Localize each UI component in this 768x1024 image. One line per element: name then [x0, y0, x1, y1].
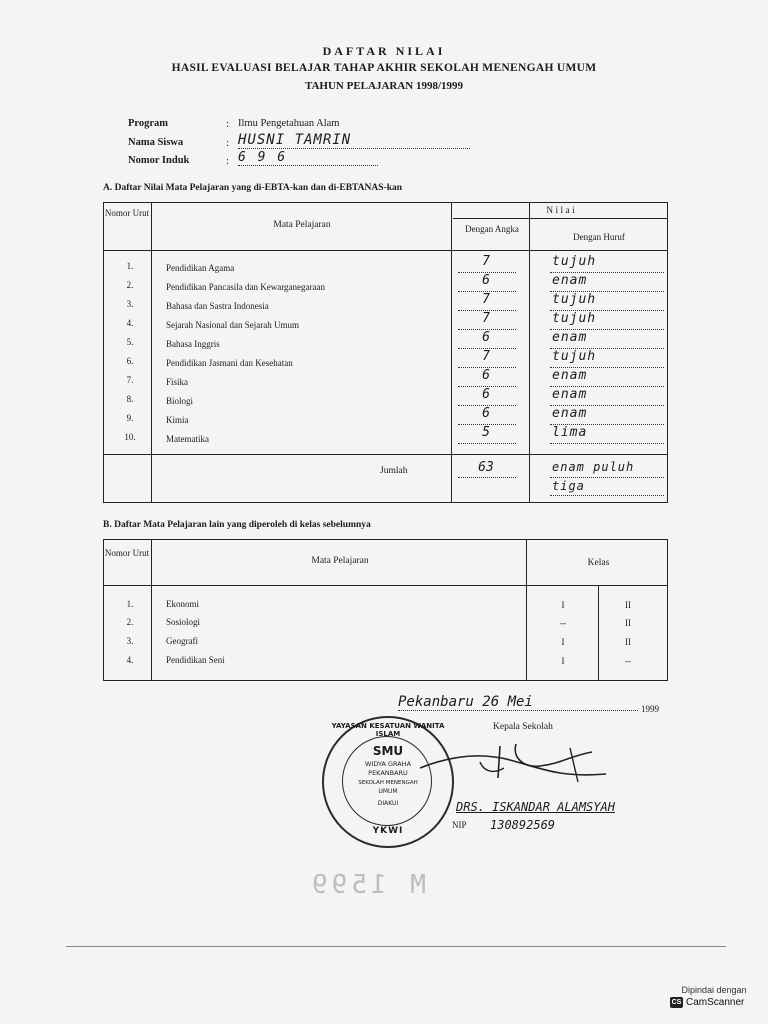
row-grade-number: 7	[482, 349, 490, 364]
row-subject: Bahasa dan Sastra Indonesia	[166, 301, 269, 311]
row-kelas-1: --	[560, 618, 566, 628]
total-label: Jumlah	[380, 466, 408, 476]
row-number: 4.	[126, 318, 134, 328]
program-label: Program	[128, 118, 169, 129]
nip-label: NIP	[452, 820, 467, 830]
row-number: 3.	[126, 299, 134, 309]
student-name: HUSNI TAMRIN	[238, 132, 470, 149]
row-subject: Sosiologi	[166, 617, 201, 627]
row-grade-number: 6	[482, 330, 490, 345]
camscanner-logo-icon: CS	[671, 999, 682, 1006]
row-kelas-2: II	[625, 637, 631, 647]
document-title: DAFTAR NILAI	[322, 44, 446, 58]
col-header-no: Nomor Urut	[104, 548, 150, 558]
col-header-huruf: Dengan Huruf	[573, 232, 625, 242]
row-grade-number: 6	[482, 368, 490, 383]
row-grade-words: tujuh	[552, 349, 597, 364]
perforated-serial: M 1599	[308, 870, 426, 900]
row-number: 6.	[126, 356, 134, 366]
stamp-line: SEKOLAH MENENGAH	[358, 780, 418, 786]
row-grade-number: 7	[482, 292, 490, 307]
program-value: Ilmu Pengetahuan Alam	[238, 118, 340, 129]
row-grade-words: tujuh	[552, 292, 597, 307]
total-words-line1: enam puluh	[552, 460, 635, 474]
row-subject: Pendidikan Jasmani dan Kesehatan	[166, 358, 293, 368]
row-subject: Matematika	[166, 434, 209, 444]
camscanner-watermark	[670, 985, 758, 1015]
document-subtitle: HASIL EVALUASI BELAJAR TAHAP AKHIR SEKOLAH MENENGAH UMUM	[171, 62, 597, 74]
row-subject: Sejarah Nasional dan Sejarah Umum	[166, 320, 299, 330]
row-subject: Bahasa Inggris	[166, 339, 220, 349]
nip-value: 130892569	[490, 818, 556, 832]
dotted-line	[550, 495, 664, 496]
student-number: 6 9 6	[238, 150, 378, 166]
colon: :	[226, 155, 230, 167]
row-number: 4.	[126, 655, 134, 665]
stamp-line: DIAKUI	[377, 800, 399, 807]
row-subject: Pendidikan Agama	[166, 263, 235, 273]
principal-role: Kepala Sekolah	[493, 722, 553, 732]
col-header-subject: Mata Pelajaran	[311, 556, 369, 566]
stamp-bottom: YKWI	[372, 826, 404, 836]
dotted-line	[458, 443, 516, 444]
row-grade-words: enam	[552, 368, 588, 383]
row-number: 5.	[126, 337, 134, 347]
stamp-school: SMU	[372, 744, 404, 758]
page-bottom-line	[66, 946, 726, 947]
col-header-kelas: Kelas	[587, 558, 610, 568]
principal-name: DRS. ISKANDAR ALAMSYAH	[456, 800, 615, 814]
camscanner-brand	[670, 997, 758, 1008]
row-subject: Pendidikan Pancasila dan Kewarganegaraan	[166, 282, 326, 292]
row-grade-words: enam	[552, 387, 588, 402]
stamp-line: PEKANBARU	[368, 769, 408, 777]
section-b-heading: B. Daftar Mata Pelajaran lain yang diperoleh di kelas sebelumnya	[103, 520, 371, 530]
row-subject: Pendidikan Seni	[166, 655, 225, 665]
dotted-line	[550, 477, 664, 478]
stamp-line: WIDYA GRAHA	[364, 760, 412, 768]
row-grade-words: tujuh	[552, 254, 597, 269]
place-date: Pekanbaru 26 Mei	[398, 694, 638, 711]
col-header-subject: Mata Pelajaran	[273, 220, 331, 230]
row-kelas-2: --	[625, 656, 631, 666]
stamp-line: UMUM	[378, 788, 398, 795]
row-subject: Fisika	[166, 377, 189, 387]
nis-label: Nomor Induk	[128, 155, 190, 166]
row-grade-number: 6	[482, 273, 490, 288]
col-header-nilai: N i l a i	[546, 206, 575, 216]
nilai-divider	[453, 218, 668, 219]
row-subject: Kimia	[166, 415, 189, 425]
row-number: 3.	[126, 636, 134, 646]
row-grade-words: tujuh	[552, 311, 597, 326]
total-words-line2: tiga	[552, 479, 585, 493]
year: 1999	[641, 704, 659, 714]
kelas-divider	[598, 585, 599, 680]
row-grade-number: 7	[482, 254, 490, 269]
row-grade-words: enam	[552, 330, 588, 345]
row-grade-words: enam	[552, 406, 588, 421]
name-label: Nama Siswa	[128, 137, 184, 148]
dotted-line	[550, 443, 664, 444]
row-number: 8.	[126, 394, 134, 404]
colon: :	[226, 118, 230, 130]
row-grade-number: 5	[482, 425, 490, 440]
row-number: 10.	[124, 432, 136, 442]
row-number: 7.	[126, 375, 134, 385]
row-kelas-1: I	[561, 637, 565, 647]
row-kelas-2: II	[625, 618, 631, 628]
row-number: 1.	[126, 599, 134, 609]
colon: :	[226, 137, 230, 149]
camscanner-caption: Dipindai dengan	[681, 985, 747, 995]
dotted-line	[458, 477, 516, 478]
signature-scribble	[420, 738, 610, 786]
row-kelas-1: I	[561, 656, 565, 666]
row-grade-words: lima	[552, 425, 588, 440]
row-number: 1.	[126, 261, 134, 271]
row-kelas-2: II	[625, 600, 631, 610]
row-grade-number: 6	[482, 387, 490, 402]
col-header-angka: Dengan Angka	[465, 224, 519, 234]
row-grade-number: 7	[482, 311, 490, 326]
row-subject: Biologi	[166, 396, 194, 406]
row-number: 2.	[126, 617, 134, 627]
row-subject: Geografi	[166, 636, 198, 646]
academic-year: TAHUN PELAJARAN 1998/1999	[304, 80, 464, 92]
row-grade-number: 6	[482, 406, 490, 421]
total-number: 63	[478, 460, 494, 475]
row-number: 9.	[126, 413, 134, 423]
stamp-ring-text: YAYASAN KESATUAN WANITA ISLAM	[331, 722, 445, 738]
row-kelas-1: I	[561, 600, 565, 610]
col-header-no: Nomor Urut	[104, 208, 150, 218]
row-number: 2.	[126, 280, 134, 290]
section-a-heading: A. Daftar Nilai Mata Pelajaran yang di-EBTA-kan dan di-EBTANAS-kan	[103, 183, 403, 193]
camscanner-name: CamScanner	[686, 997, 745, 1008]
row-subject: Ekonomi	[166, 599, 199, 609]
row-grade-words: enam	[552, 273, 588, 288]
